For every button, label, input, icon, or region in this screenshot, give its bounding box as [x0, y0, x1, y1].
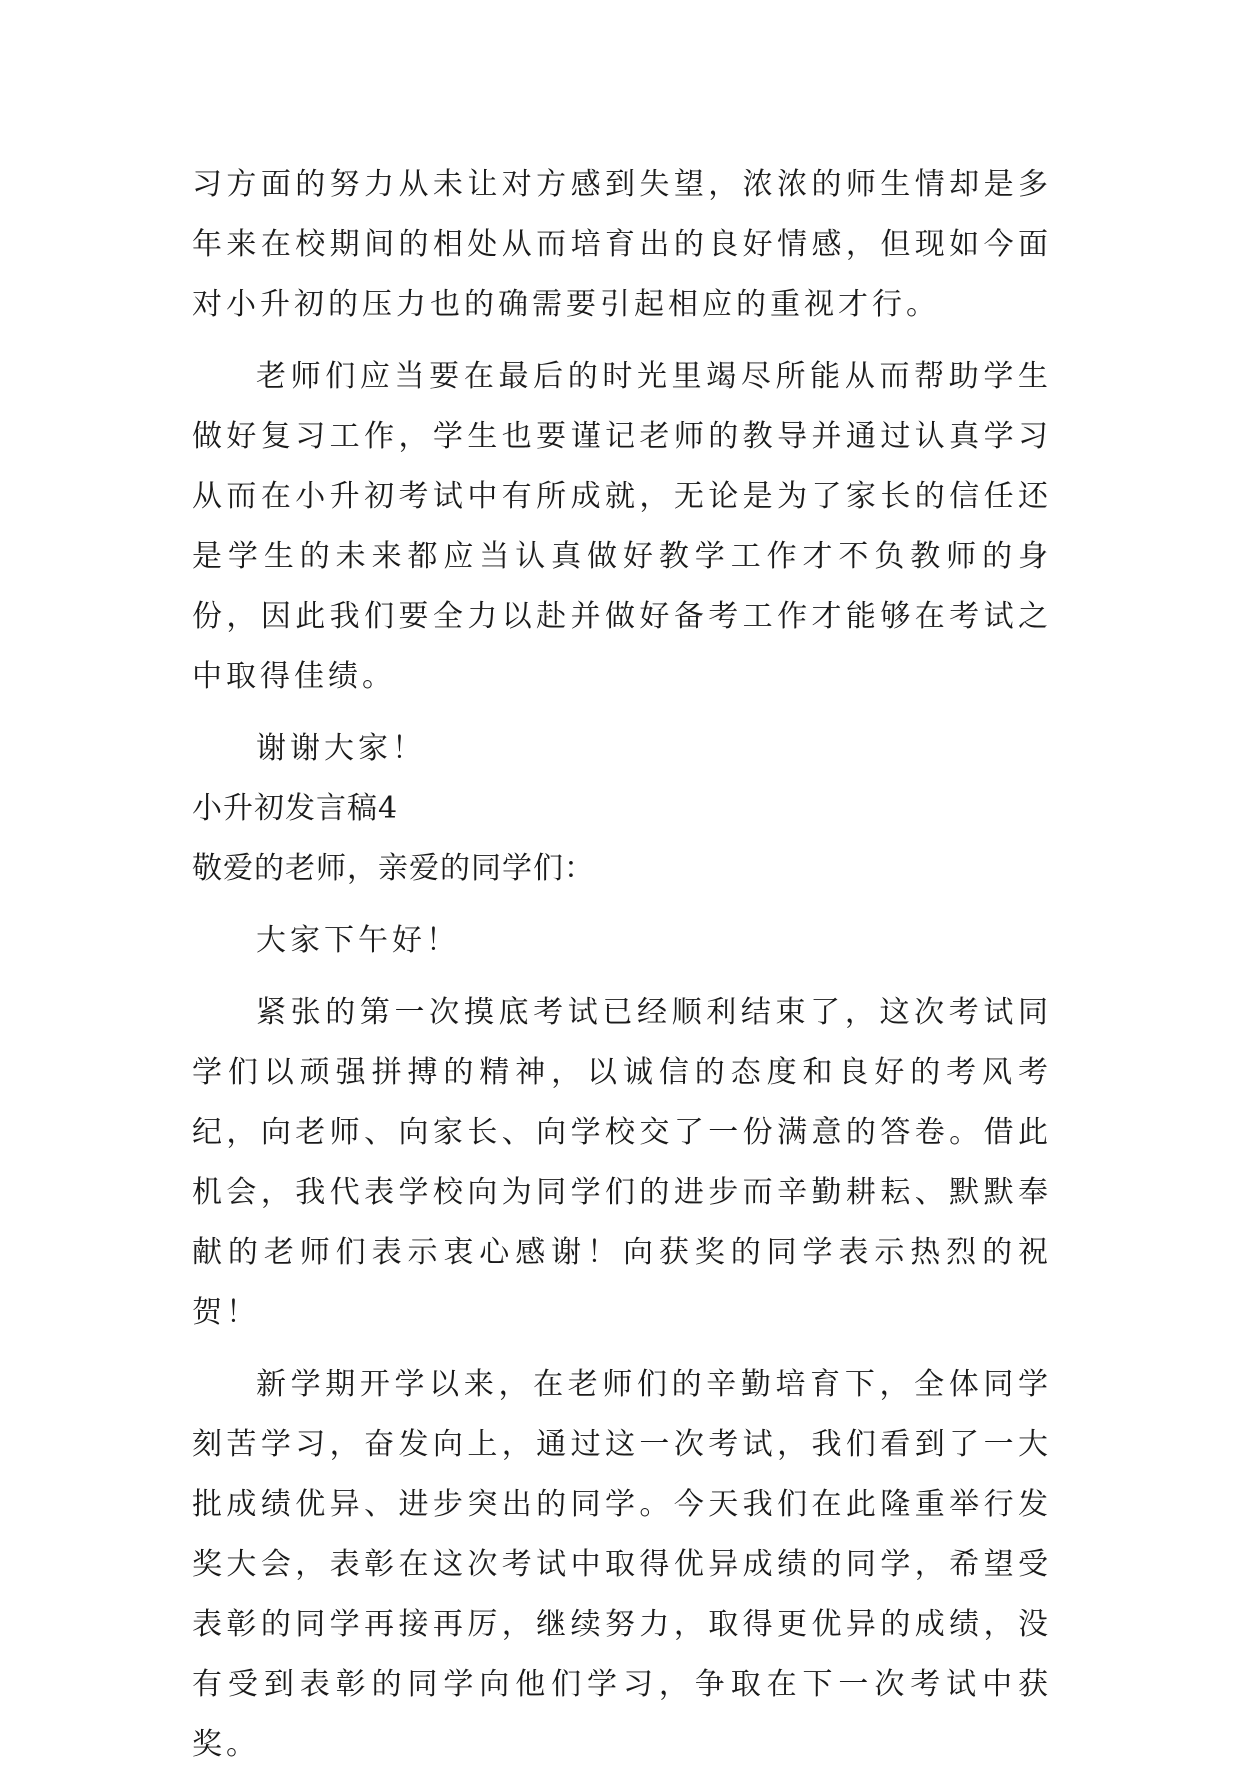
- paragraph-teachers: 老师们应当要在最后的时光里竭尽所能从而帮助学生做好复习工作，学生也要谨记老师的教导并通过认真学习从而在小升初考试中有所成就，无论是为了家长的信任还是学生的未来都应当认真做好教学工作才不负教师的身份，因此我们要全力以赴并做好备考工作才能够在考试之中取得佳绩。: [192, 359, 1052, 694]
- greeting: 敬爱的老师，亲爱的同学们：: [192, 851, 595, 886]
- document-content: [192, 155, 1052, 1775]
- section-title: 小升初发言稿4: [192, 791, 399, 826]
- paragraph-thanks: 谢谢大家！: [256, 731, 426, 766]
- paragraph-exam-result: 紧张的第一次摸底考试已经顺利结束了，这次考试同学们以顽强拼搏的精神，以诚信的态度和良好的考风考纪，向老师、向家长、向学校交了一份满意的答卷。借此机会，我代表学校向为同学们的进步而辛勤耕耘、默默奉献的老师们表示衷心感谢！向获奖的同学表示热烈的祝贺！: [192, 995, 1052, 1330]
- salutation: 大家下午好！: [256, 923, 460, 958]
- paragraph-continuation: 习方面的努力从未让对方感到失望，浓浓的师生情却是多年来在校期间的相处从而培育出的良好情感，但现如今面对小升初的压力也的确需要引起相应的重视才行。: [192, 167, 1052, 322]
- paragraph-new-semester: 新学期开学以来，在老师们的辛勤培育下，全体同学刻苦学习，奋发向上，通过这一次考试，我们看到了一大批成绩优异、进步突出的同学。今天我们在此隆重举行发奖大会，表彰在这次考试中取得优异成绩的同学，希望受表彰的同学再接再厉，继续努力，取得更优异的成绩，没有受到表彰的同学向他们学习，争取在下一次考试中获奖。: [192, 1367, 1052, 1762]
